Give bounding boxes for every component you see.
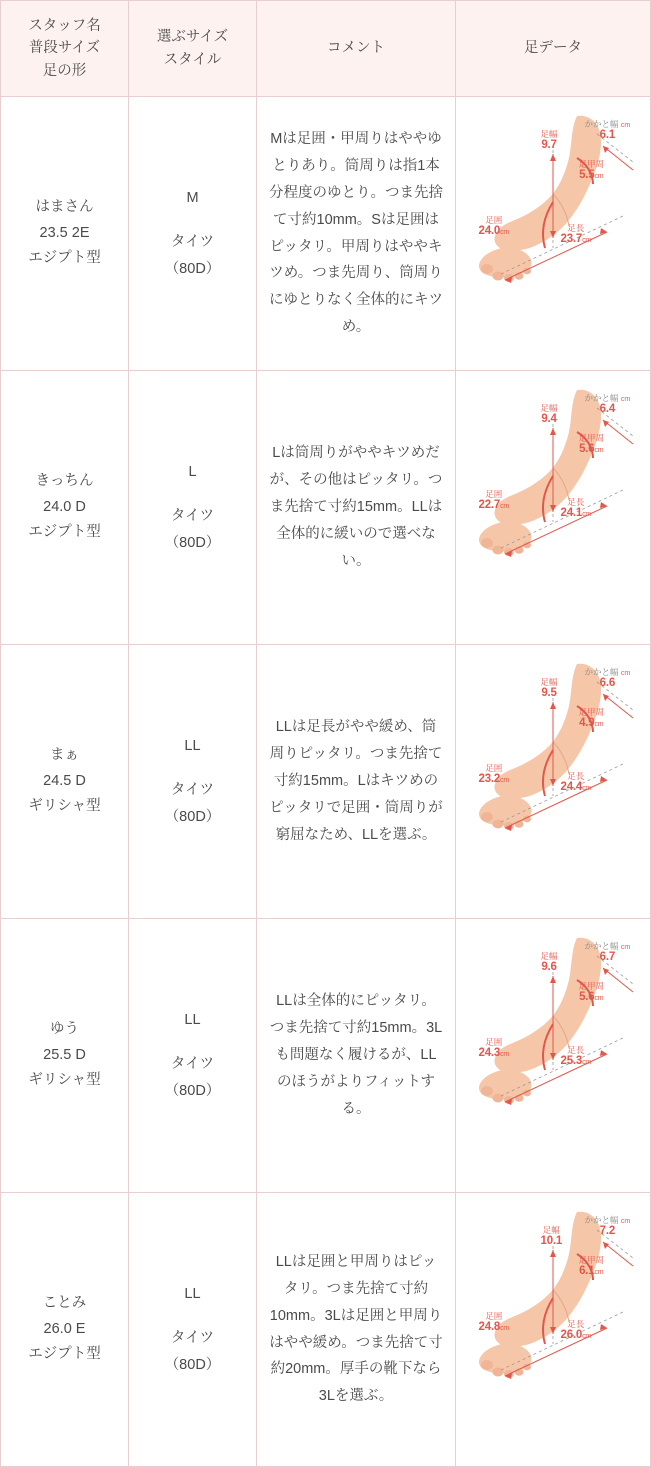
heel-width-label: かかと幅 cm 6.7 [584,940,631,964]
staff-usual-size: 23.5 2E [39,224,90,241]
column-header-staff-line3: 足の形 [42,62,87,79]
style-name: タイツ [170,1056,215,1073]
table-row [1,371,651,645]
selected-size: L [188,464,197,481]
heel-width-label: かかと幅 cm 6.6 [584,666,631,690]
style-name: タイツ [170,782,215,799]
column-header-size-line2: スタイル [163,51,222,68]
foot-girth-label: 足囲 23.2cm [478,762,510,785]
foot-length-label: 足長 24.4cm [560,770,592,793]
column-header-staff-line1: スタッフ名 [28,17,101,34]
size-cell [129,1193,257,1467]
foot-girth-label: 足囲 22.7cm [478,488,510,511]
selected-size: M [186,190,199,207]
staff-usual-size: 25.5 D [43,1046,86,1063]
comment-cell: LLは足長がやや緩め、筒周りピッタリ。つま先捨て寸約15mm。Lはキツめのピッタリで足囲・筒周りが窮屈なため、LLを選ぶ。 [257,645,456,919]
style-denier: （80D） [164,1082,221,1099]
staff-cell [1,645,129,919]
staff-foot-shape: エジプト型 [28,250,101,267]
heel-width-label: かかと幅 cm 6.4 [584,392,631,416]
column-header-staff [1,1,129,97]
selected-size: LL [184,1012,201,1029]
heel-width-label: かかと幅 cm 7.2 [584,1214,631,1238]
table-row [1,919,651,1193]
foot-width-label: 足幅 9.6 [540,950,558,973]
comment-cell: LLは足囲と甲周りはピッタリ。つま先捨て寸約10mm。3Lは足囲と甲周りはやや緩め。つま先捨て寸約20mm。厚手の靴下なら3Lを選ぶ。 [257,1193,456,1467]
table-row [1,97,651,371]
comment-cell: Mは足囲・甲周りはややゆとりあり。筒周りは指1本分程度のゆとり。つま先捨て寸約10mm。Sは足囲はピッタリ。甲周りはややキツめ。つま先周り、筒周りにゆとりなく全体的にキツめ。 [257,97,456,371]
foot-data-cell [456,645,651,919]
staff-foot-shape: エジプト型 [28,1346,101,1363]
instep-girth-label: 足甲周 4.9cm [578,706,605,729]
column-header-staff-line2: 普段サイズ [28,40,101,57]
heel-width-label: かかと幅 cm 6.1 [584,118,631,142]
style-name: タイツ [170,508,215,525]
staff-name: まぁ [50,747,79,764]
staff-foot-shape: ギリシャ型 [28,1072,101,1089]
table-row [1,645,651,919]
size-cell [129,645,257,919]
table-header-row [1,1,651,97]
foot-data-cell [456,919,651,1193]
foot-length-label: 足長 26.0cm [560,1318,592,1341]
column-header-foot-data [456,1,651,97]
instep-girth-label: 足甲周 5.5cm [578,158,605,181]
staff-cell [1,1193,129,1467]
column-header-size-line1: 選ぶサイズ [156,29,229,46]
staff-name: きっちん [35,473,94,490]
staff-cell [1,919,129,1193]
staff-cell [1,97,129,371]
staff-usual-size: 24.5 D [43,772,86,789]
staff-name: ことみ [42,1295,87,1312]
foot-data-cell [456,97,651,371]
staff-name: はまさん [35,199,94,216]
style-name: タイツ [170,234,215,251]
table-header [1,1,651,97]
staff-usual-size: 24.0 D [43,498,86,515]
column-header-comment [257,1,456,97]
foot-girth-label: 足囲 24.0cm [478,214,510,237]
instep-girth-label: 足甲周 5.6cm [578,980,605,1003]
size-cell [129,371,257,645]
style-denier: （80D） [164,534,221,551]
foot-diagram [457,646,650,918]
foot-diagram [457,1194,650,1466]
staff-cell [1,371,129,645]
selected-size: LL [184,1286,201,1303]
foot-data-cell [456,1193,651,1467]
comment-cell: Lは筒周りがややキツめだが、その他はピッタリ。つま先捨て寸約15mm。LLは全体的に緩いので選べない。 [257,371,456,645]
style-name: タイツ [170,1330,215,1347]
table-row [1,1193,651,1467]
foot-width-label: 足幅 9.5 [540,676,558,699]
column-header-foot-data-label: 足データ [524,40,582,57]
staff-foot-shape: エジプト型 [28,524,101,541]
column-header-size [129,1,257,97]
foot-girth-label: 足囲 24.3cm [478,1036,510,1059]
selected-size: LL [184,738,201,755]
foot-length-label: 足長 24.1cm [560,496,592,519]
foot-diagram [457,372,650,644]
table-body [1,97,651,1467]
style-denier: （80D） [164,260,221,277]
size-cell [129,97,257,371]
foot-length-label: 足長 25.3cm [560,1044,592,1067]
instep-girth-label: 足甲周 6.1cm [578,1254,605,1277]
foot-width-label: 足幅 10.1 [540,1224,563,1247]
style-denier: （80D） [164,808,221,825]
style-denier: （80D） [164,1356,221,1373]
foot-width-label: 足幅 9.4 [540,402,558,425]
foot-data-cell [456,371,651,645]
foot-diagram [457,920,650,1192]
foot-diagram [457,98,650,370]
comment-cell: LLは全体的にピッタリ。つま先捨て寸約15mm。3Lも問題なく履けるが、LLのほうがよりフィットする。 [257,919,456,1193]
instep-girth-label: 足甲周 5.6cm [578,432,605,455]
foot-length-label: 足長 23.7cm [560,222,592,245]
foot-girth-label: 足囲 24.8cm [478,1310,510,1333]
column-header-comment-label: コメント [327,40,385,57]
size-cell [129,919,257,1193]
staff-foot-shape: ギリシャ型 [28,798,101,815]
staff-usual-size: 26.0 E [43,1320,86,1337]
foot-width-label: 足幅 9.7 [540,128,558,151]
staff-name: ゆう [50,1021,79,1038]
